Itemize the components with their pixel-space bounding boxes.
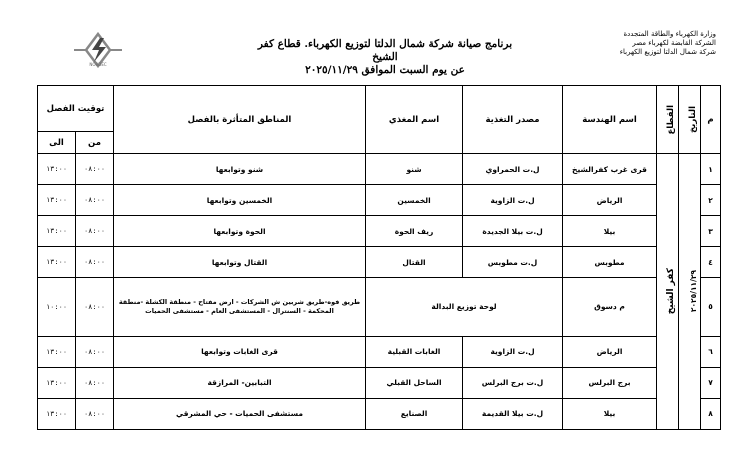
to-cell: ١٣:٠٠ <box>38 367 76 398</box>
feeder-cell: الخمسين <box>366 185 463 216</box>
table-row <box>38 185 721 216</box>
feeder-cell: الصنايع <box>366 398 463 429</box>
row-num: ٦ <box>701 336 721 367</box>
to-cell: ١٠:٠٠ <box>38 278 76 337</box>
from-cell: ٠٨:٠٠ <box>76 367 114 398</box>
col-header-date-text: التاريخ <box>688 106 699 133</box>
feeder-cell: القتال <box>366 247 463 278</box>
to-cell: ١٣:٠٠ <box>38 336 76 367</box>
engineering-cell: بيلا <box>563 216 657 247</box>
source-cell: ل.ت برج البرلس <box>463 367 563 398</box>
from-cell: ٠٨:٠٠ <box>76 278 114 337</box>
from-cell: ٠٨:٠٠ <box>76 336 114 367</box>
areas-cell: الخمسين وتوابعها <box>114 185 366 216</box>
table-row <box>38 154 721 185</box>
row-num: ٣ <box>701 216 721 247</box>
areas-cell: القتال وتوابعها <box>114 247 366 278</box>
col-header-source: مصدر التغذية <box>463 86 563 154</box>
from-cell: ٠٨:٠٠ <box>76 398 114 429</box>
feeder-cell: الساحل القبلي <box>366 367 463 398</box>
date-cell <box>679 154 701 430</box>
col-header-from: من <box>76 132 114 154</box>
col-header-date <box>679 86 701 154</box>
feeder-cell: الغابات القبلية <box>366 336 463 367</box>
row-num: ١ <box>701 154 721 185</box>
row-num: ٢ <box>701 185 721 216</box>
col-header-sector-text: القطاع <box>666 104 677 135</box>
from-cell: ٠٨:٠٠ <box>76 216 114 247</box>
engineering-cell: مطوبس <box>563 247 657 278</box>
document-title <box>250 38 520 77</box>
source-merged-cell: لوحة توزيع البدالة <box>366 278 563 337</box>
col-header-to: الى <box>38 132 76 154</box>
row-num: ٨ <box>701 398 721 429</box>
col-header-engineering: اسم الهندسة <box>563 86 657 154</box>
table-row <box>38 336 721 367</box>
source-cell: ل.ت الزاوية <box>463 336 563 367</box>
table-row <box>38 247 721 278</box>
row-num: ٤ <box>701 247 721 278</box>
ministry-line: شركة شمال الدلتا لتوزيع الكهرباء <box>619 48 716 56</box>
table-row <box>38 367 721 398</box>
to-cell: ١٣:٠٠ <box>38 398 76 429</box>
engineering-cell: قرى غرب كفرالشيخ <box>563 154 657 185</box>
source-cell: ل.ت مطوبس <box>463 247 563 278</box>
col-header-num: م <box>701 86 721 154</box>
row-num: ٥ <box>701 278 721 337</box>
areas-cell: قرى الغابات وتوابعها <box>114 336 366 367</box>
engineering-cell: بيلا <box>563 398 657 429</box>
col-header-timing: توقيت الفصل <box>38 86 114 132</box>
ministry-line: الشركة القابضة لكهرباء مصر <box>632 39 716 47</box>
col-header-feeder: اسم المغذي <box>366 86 463 154</box>
areas-cell: الحوة وتوابعها <box>114 216 366 247</box>
areas-cell: طريق فوه-طريق شربين ش الشركات - ارض مفتاح - منطقة الكشلة -منطقة المحكمة - السنترال - المستشفى العام - مستشفى الحميات <box>114 278 366 337</box>
areas-cell: التبابين- المرازقة <box>114 367 366 398</box>
col-header-areas: المناطق المتأثرة بالفصل <box>114 86 366 154</box>
from-cell: ٠٨:٠٠ <box>76 154 114 185</box>
areas-cell: مستشفى الحميات - حي المشرقي <box>114 398 366 429</box>
engineering-cell: برج البرلس <box>563 367 657 398</box>
sector-cell <box>657 154 679 430</box>
to-cell: ١٣:٠٠ <box>38 154 76 185</box>
source-cell: ل.ت الحمراوي <box>463 154 563 185</box>
ministry-header <box>516 30 716 57</box>
title-line-2: عن يوم السبت الموافق ٢٠٢٥/١١/٢٩ <box>305 64 465 76</box>
source-cell: ل.ت بيلا القديمة <box>463 398 563 429</box>
row-num: ٧ <box>701 367 721 398</box>
table-row <box>38 278 721 337</box>
from-cell: ٠٨:٠٠ <box>76 185 114 216</box>
source-cell: ل.ت الزاوية <box>463 185 563 216</box>
table-row <box>38 398 721 429</box>
date-value: ٢٠٢٥/١١/٢٩ <box>689 270 699 313</box>
table-row <box>38 216 721 247</box>
maintenance-table <box>37 85 721 430</box>
areas-cell: شنو وتوابعها <box>114 154 366 185</box>
ministry-line: وزارة الكهرباء والطاقة المتجددة <box>623 30 716 38</box>
source-cell: ل.ت بيلا الجديدة <box>463 216 563 247</box>
sector-value: كفر الشيخ <box>666 268 677 315</box>
to-cell: ١٣:٠٠ <box>38 247 76 278</box>
to-cell: ١٣:٠٠ <box>38 185 76 216</box>
col-header-sector <box>657 86 679 154</box>
engineering-cell: الرياض <box>563 336 657 367</box>
feeder-cell: شنو <box>366 154 463 185</box>
to-cell: ١٣:٠٠ <box>38 216 76 247</box>
from-cell: ٠٨:٠٠ <box>76 247 114 278</box>
feeder-cell: ريف الحوة <box>366 216 463 247</box>
engineering-cell: الرياض <box>563 185 657 216</box>
title-line-1: برنامج صيانة شركة شمال الدلتا لتوزيع الكهرباء. قطاع كفر الشيخ <box>257 38 513 63</box>
engineering-cell: م دسوق <box>563 278 657 337</box>
logo-caption: NORDEC <box>89 62 107 67</box>
